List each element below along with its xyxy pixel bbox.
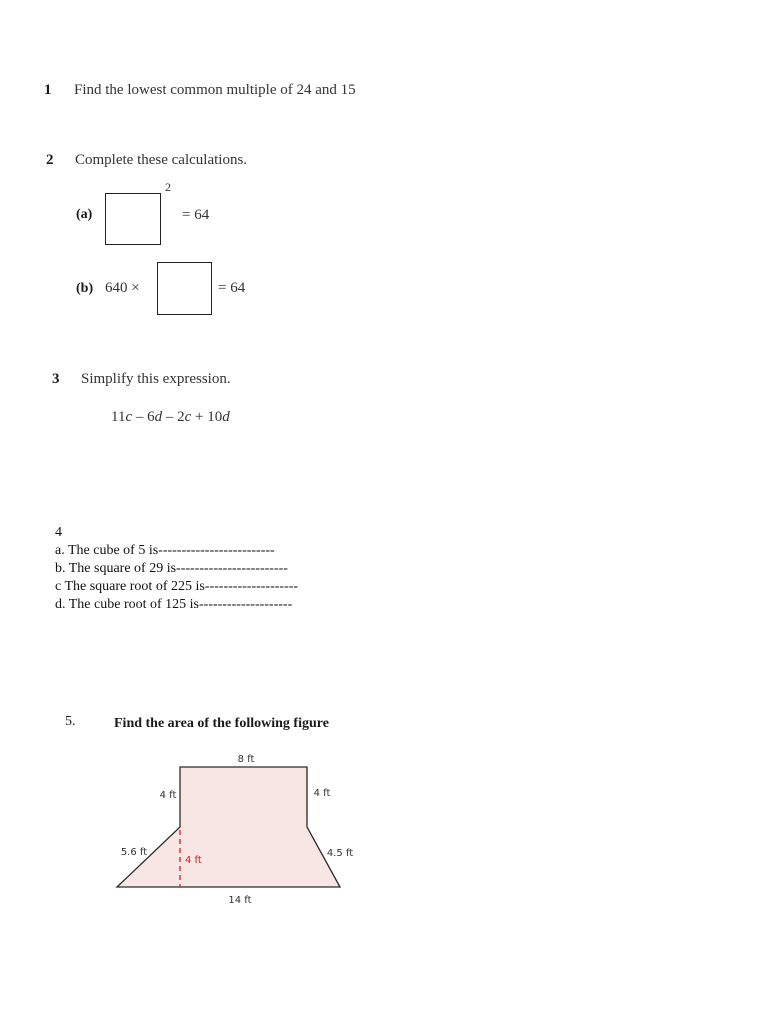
label-bottom: 14 ft	[228, 895, 252, 906]
q5-text: Find the area of the following figure	[114, 716, 329, 731]
label-height: 4 ft	[185, 855, 202, 866]
expr-part: 11	[111, 409, 126, 425]
label-left-vertical: 4 ft	[159, 790, 177, 801]
q2a-exponent: 2	[165, 180, 171, 194]
q5-number: 5.	[65, 714, 76, 729]
q4-item: a. The cube of 5 is-------------------------	[55, 543, 275, 558]
q2-text: Complete these calculations.	[75, 152, 248, 168]
expr-part: – 2	[162, 409, 185, 425]
q1-number: 1	[44, 82, 52, 98]
q2a-result: = 64	[182, 207, 210, 223]
q4-number: 4	[55, 525, 62, 540]
q2b-prefix: 640 ×	[105, 280, 140, 296]
q3-text: Simplify this expression.	[81, 371, 231, 387]
expr-var-c: c	[125, 409, 133, 425]
q2b-label: (b)	[76, 281, 94, 296]
expr-var-c: c	[184, 409, 192, 425]
label-right-slant: 4.5 ft	[326, 848, 354, 859]
expr-var-d: d	[222, 409, 230, 425]
q4-item: b. The square of 29 is------------------------	[55, 561, 288, 576]
expr-part: + 10	[191, 409, 223, 425]
label-left-slant: 5.6 ft	[120, 847, 148, 858]
label-right-vertical: 4 ft	[313, 788, 331, 799]
q2a-label: (a)	[76, 207, 93, 222]
figure-shape	[117, 767, 340, 887]
q1-text: Find the lowest common multiple of 24 and 15	[74, 82, 356, 98]
q4-item: c The square root of 225 is--------------------	[55, 579, 299, 594]
expr-var-d: d	[154, 409, 163, 425]
label-top: 8 ft	[237, 754, 255, 765]
q4-item: d. The cube root of 125 is--------------------	[55, 597, 293, 612]
q2b-result: = 64	[218, 280, 246, 296]
q2-number: 2	[46, 152, 54, 168]
expr-part: – 6	[132, 409, 155, 425]
q3-number: 3	[52, 371, 60, 387]
